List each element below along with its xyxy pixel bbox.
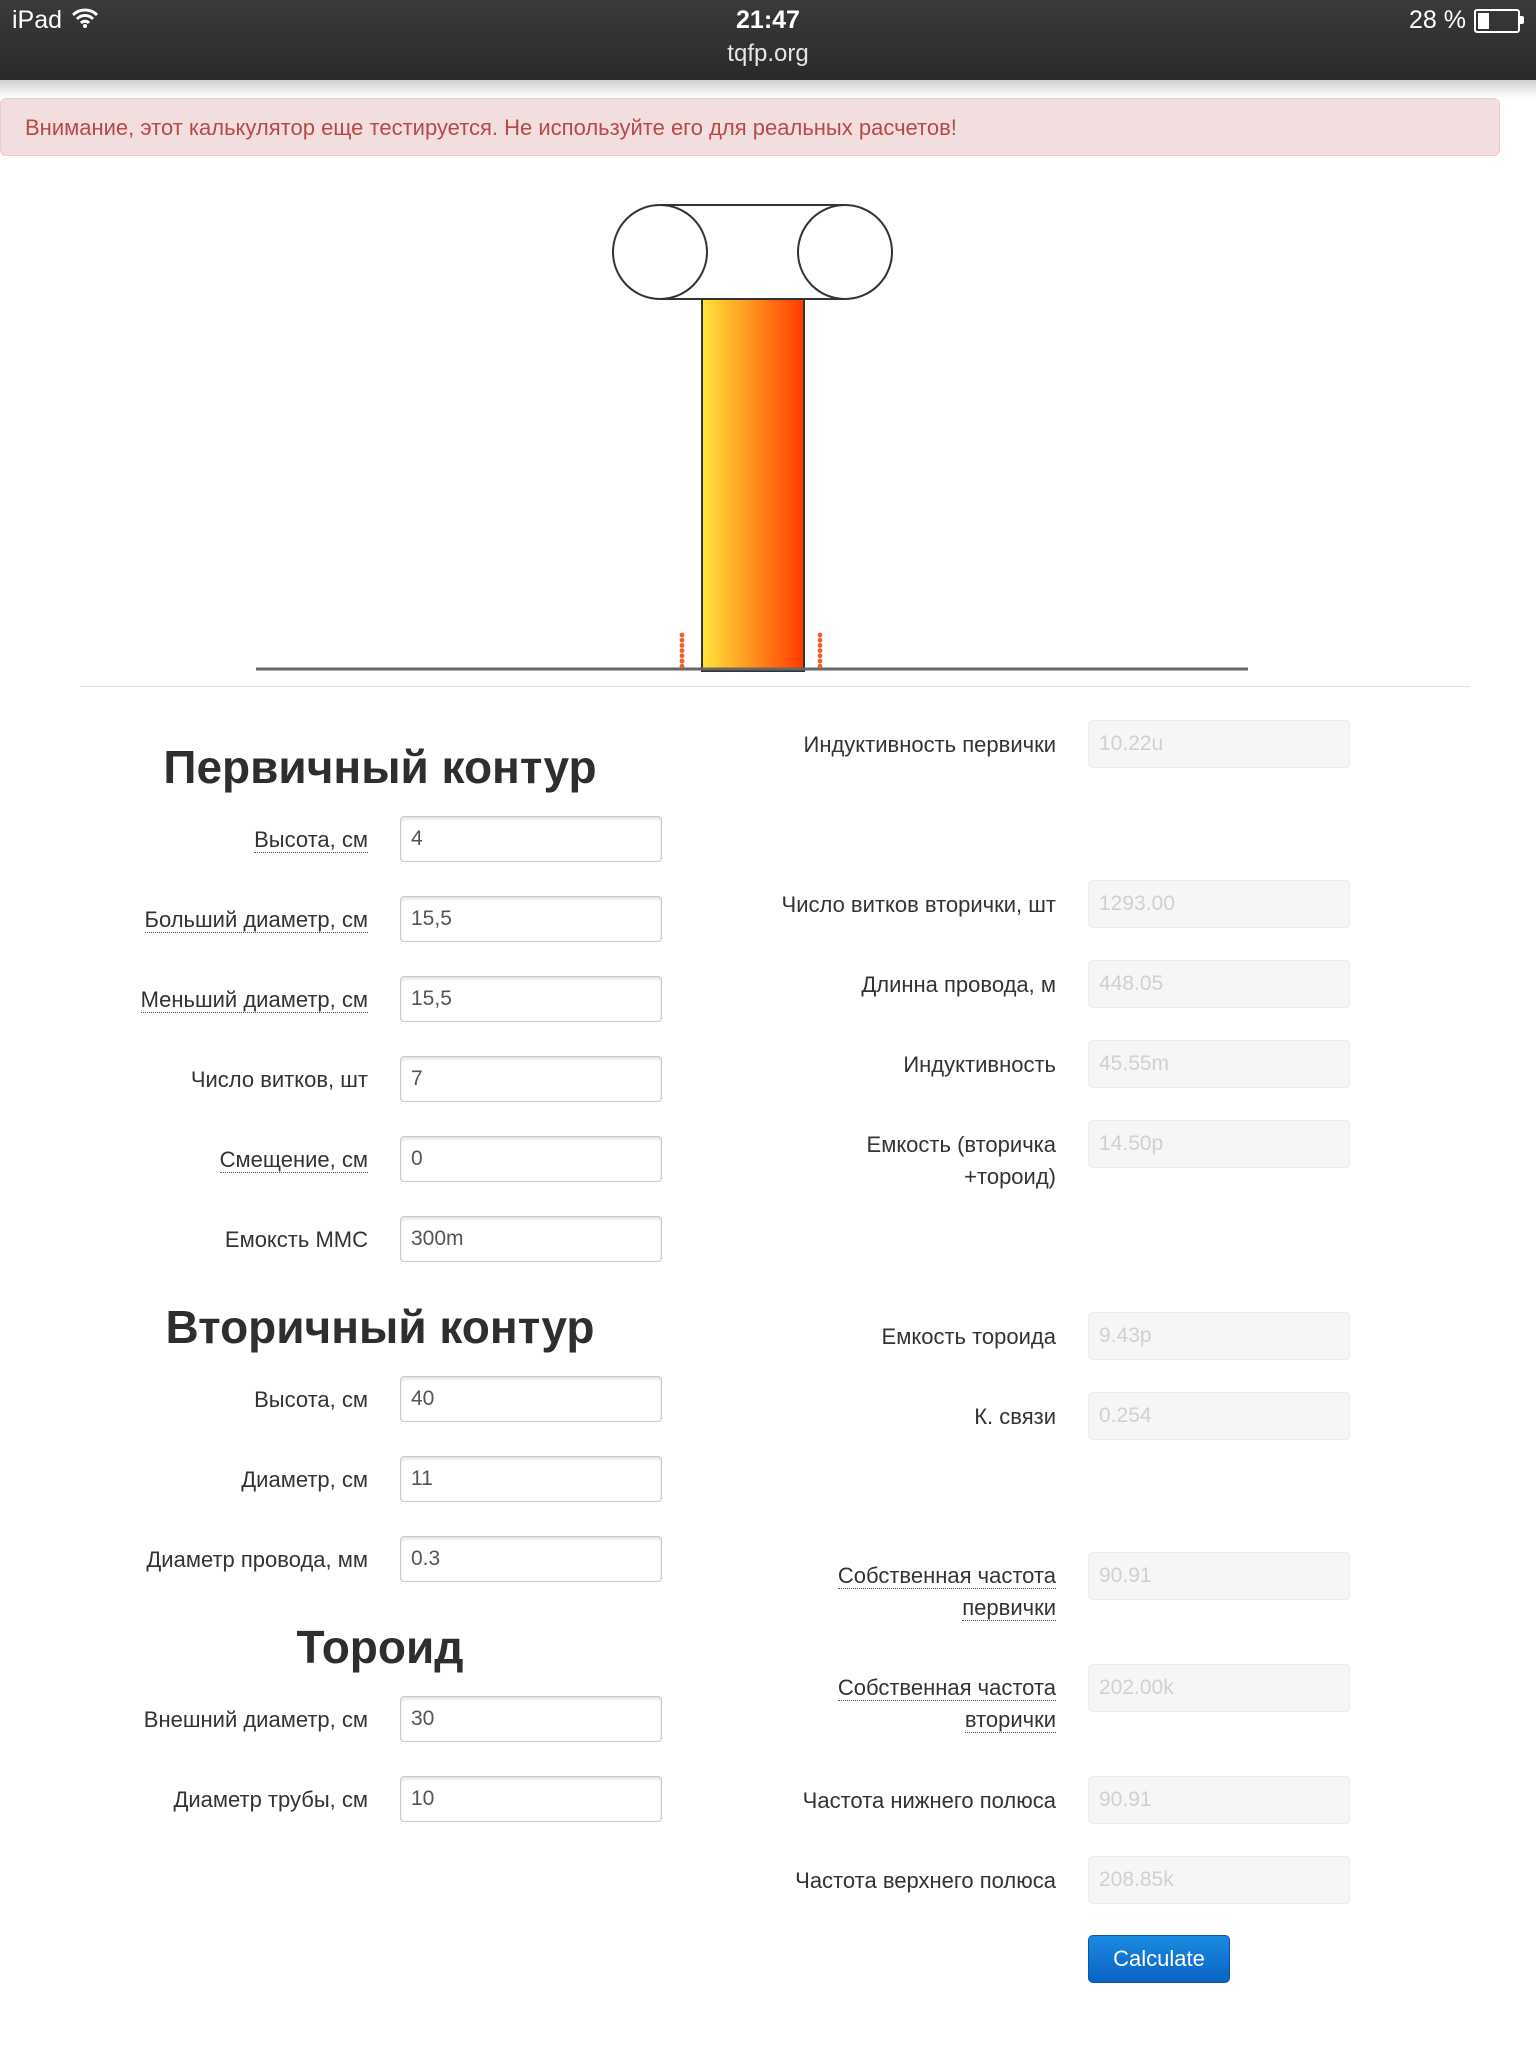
primary-turn [818, 633, 823, 638]
battery-percent: 28 % [1409, 6, 1466, 34]
secondary-diameter-input[interactable] [400, 1456, 662, 1502]
total-capacitance-output: 14.50p [1088, 1120, 1350, 1168]
divider [80, 686, 1470, 687]
status-bar [0, 0, 1536, 80]
primary-inner-diameter-input[interactable] [400, 976, 662, 1022]
total-capacitance-label: Емкость (вторичка +тороид) [866, 1132, 1056, 1189]
primary-height-label: Высота, см [254, 827, 368, 852]
primary-turn [680, 638, 685, 643]
upper-pole-label: Частота верхнего полюса [795, 1868, 1056, 1893]
primary-turn [680, 648, 685, 653]
primary-inductance-output: 10.22u [1088, 720, 1350, 768]
coupling-coefficient-output: 0.254 [1088, 1392, 1350, 1440]
primary-outer-diameter-label: Больший диаметр, см [144, 907, 368, 932]
wire-diameter-input[interactable] [400, 1536, 662, 1582]
primary-turn [680, 643, 685, 648]
primary-turn [818, 664, 823, 669]
primary-turn [818, 653, 823, 658]
secondary-inductance-label: Индуктивность [903, 1052, 1056, 1077]
battery-fill [1478, 13, 1489, 29]
secondary-inductance-output: 45.55m [1088, 1040, 1350, 1088]
primary-height-input[interactable] [400, 816, 662, 862]
secondary-resonance-label: Собственная частота вторички [837, 1675, 1056, 1732]
status-bar-right [1409, 6, 1520, 35]
wire-diameter-label: Диаметр провода, мм [146, 1547, 368, 1572]
primary-turn [680, 659, 685, 664]
secondary-height-label: Высота, см [254, 1387, 368, 1412]
primary-turn [818, 638, 823, 643]
coupling-coefficient-label: К. связи [974, 1404, 1056, 1429]
toolbar-shadow [0, 80, 1536, 98]
lower-pole-output: 90.91 [1088, 1776, 1350, 1824]
device-name: iPad [12, 6, 63, 34]
lower-pole-label: Частота нижнего полюса [802, 1788, 1056, 1813]
secondary-section-title: Вторичный контур [165, 1301, 595, 1353]
primary-outer-diameter-input[interactable] [400, 896, 662, 942]
warning-alert: Внимание, этот калькулятор еще тестируется. Не используйте его для реальных расчетов! [0, 98, 1500, 156]
toroid-tube-diameter-label: Диаметр трубы, см [173, 1787, 368, 1812]
primary-offset-label: Смещение, см [219, 1147, 368, 1172]
primary-resonance-output: 90.91 [1088, 1552, 1350, 1600]
primary-resonance-label: Собственная частота первички [837, 1563, 1056, 1620]
toroid-outer-diameter-input[interactable] [400, 1696, 662, 1742]
mmc-capacitance-input[interactable] [400, 1216, 662, 1262]
primary-turns-label: Число витков, шт [190, 1067, 368, 1092]
upper-pole-output: 208.85k [1088, 1856, 1350, 1904]
secondary-turns-output: 1293.00 [1088, 880, 1350, 928]
secondary-coil-shape [702, 299, 804, 671]
toroid-outer-diameter-label: Внешний диаметр, см [143, 1707, 368, 1732]
url-bar[interactable]: tqfp.org [727, 40, 809, 67]
secondary-resonance-output: 202.00k [1088, 1664, 1350, 1712]
wire-length-label: Длинна провода, м [861, 972, 1056, 997]
primary-turn [680, 633, 685, 638]
toroid-capacitance-label: Емкость тороида [881, 1324, 1056, 1349]
primary-coil-right [818, 633, 823, 669]
calculate-button[interactable]: Calculate [1088, 1935, 1230, 1983]
primary-turn [680, 653, 685, 658]
primary-turns-input[interactable] [400, 1056, 662, 1102]
tesla-coil-drawing [250, 195, 1250, 675]
primary-coil-left [680, 633, 685, 669]
wire-length-output: 448.05 [1088, 960, 1350, 1008]
primary-inductance-label: Индуктивность первички [803, 732, 1056, 757]
mmc-capacitance-label: Емоксть MMC [224, 1227, 368, 1252]
primary-turn [680, 664, 685, 669]
secondary-turns-label: Число витков вторички, шт [781, 892, 1056, 917]
primary-inner-diameter-label: Меньший диаметр, см [140, 987, 368, 1012]
primary-offset-input[interactable] [400, 1136, 662, 1182]
toroid-shape [613, 205, 892, 299]
secondary-height-input[interactable] [400, 1376, 662, 1422]
primary-section-title: Первичный контур [163, 741, 597, 793]
toroid-tube-diameter-input[interactable] [400, 1776, 662, 1822]
primary-turn [818, 648, 823, 653]
clock: 21:47 [736, 6, 800, 34]
toroid-capacitance-output: 9.43p [1088, 1312, 1350, 1360]
toroid-section-title: Тороид [296, 1621, 464, 1673]
primary-turn [818, 659, 823, 664]
primary-turn [818, 643, 823, 648]
secondary-diameter-label: Диаметр, см [241, 1467, 368, 1492]
battery-icon [1474, 9, 1520, 33]
